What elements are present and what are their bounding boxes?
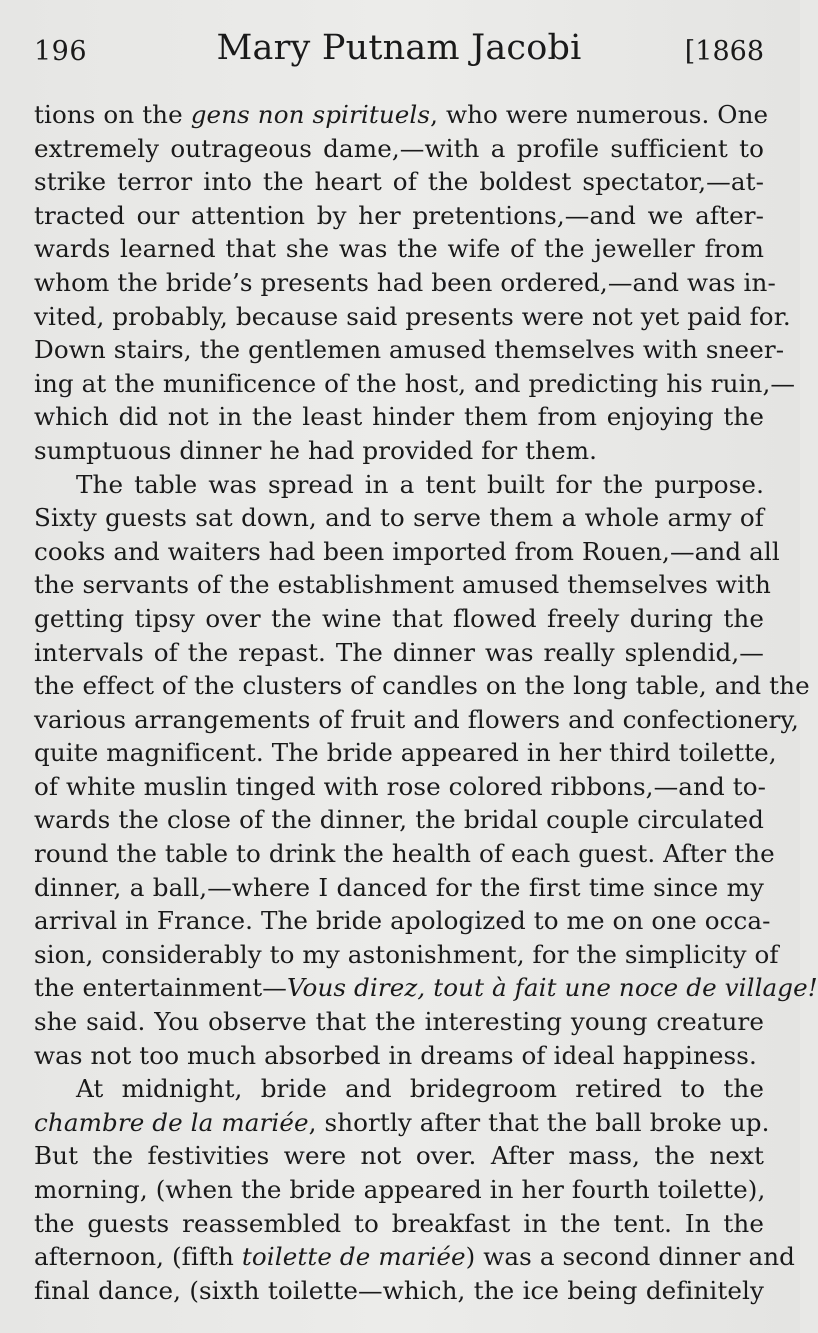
text-segment: final dance, (sixth toilette—which, the ice being definitely (34, 1275, 764, 1305)
italic-text: chambre de la mariée (34, 1107, 309, 1137)
text-line (34, 1106, 770, 1140)
text-segment: sion, considerably to my astonishment, for the simplicity of (34, 939, 779, 969)
running-head (34, 28, 764, 78)
text-line (34, 1173, 764, 1207)
text-line (34, 1072, 764, 1106)
text-segment: intervals of the repast. The dinner was really splendid,— (34, 637, 764, 667)
text-line (34, 568, 771, 602)
text-segment: various arrangements of fruit and flowers and confectionery, (34, 704, 799, 734)
text-segment: the entertainment— (34, 973, 287, 1003)
italic-text: gens non spirituels (190, 100, 431, 129)
text-line (34, 669, 810, 703)
text-segment: quite magnificent. The bride appeared in her third toilette, (34, 738, 777, 768)
text-line (34, 232, 764, 266)
text-line (34, 434, 764, 468)
text-segment: Sixty guests sat down, and to serve them a whole army of (34, 503, 764, 533)
text-segment: , shortly after that the ball broke up. (308, 1107, 770, 1137)
running-title: Mary Putnam Jacobi (216, 28, 582, 68)
text-segment: cooks and waiters had been imported from Rouen,—and all (34, 536, 780, 566)
text-line (34, 165, 764, 199)
body-text (34, 98, 818, 1307)
text-line (34, 938, 779, 972)
italic-text: toilette de mariée (241, 1242, 466, 1272)
text-line (34, 535, 780, 569)
text-segment: wards learned that she was the wife of the jeweller from (34, 234, 764, 264)
text-segment: she said. You observe that the interesting young creature (34, 1007, 764, 1037)
text-segment: the servants of the establishment amused themselves with (34, 570, 771, 600)
text-line (34, 736, 777, 770)
text-segment: tracted our attention by her pretentions,—and we after- (34, 200, 764, 230)
text-segment: of white muslin tinged with rose colored ribbons,—and to- (34, 771, 767, 801)
text-segment: was not too much absorbed in dreams of ideal happiness. (34, 1040, 757, 1070)
text-line (34, 837, 775, 871)
text-segment: round the table to drink the health of each guest. After the (34, 839, 775, 869)
text-line (34, 1005, 764, 1039)
text-line (34, 400, 764, 434)
text-line (34, 602, 764, 636)
text-segment: vited, probably, because said presents were not yet paid for. (34, 301, 791, 331)
italic-text: Vous direz, tout à fait une noce de village! (286, 973, 818, 1003)
text-line (34, 266, 776, 300)
text-line (34, 871, 764, 905)
text-line (34, 971, 818, 1005)
text-segment: The table was spread in a tent built for the purpose. (76, 469, 764, 499)
text-segment: , who were numerous. One (430, 100, 769, 129)
text-line (34, 703, 799, 737)
text-line (34, 132, 764, 166)
text-segment: sumptuous dinner he had provided for them. (34, 435, 598, 465)
text-line (34, 1207, 764, 1241)
text-segment: Down stairs, the gentlemen amused themselves with sneer- (34, 335, 785, 365)
running-year: [1868 (684, 36, 764, 67)
text-line (34, 468, 764, 502)
text-segment: the guests reassembled to breakfast in the tent. In the (34, 1208, 764, 1238)
text-segment: dinner, a ball,—where I danced for the first time since my (34, 872, 764, 902)
text-segment: which did not in the least hinder them from enjoying the (34, 402, 764, 432)
text-line (34, 1039, 764, 1073)
text-segment: tions on the (34, 100, 191, 129)
text-line (34, 333, 785, 367)
text-line (34, 904, 771, 938)
text-segment: ing at the munificence of the host, and predicting his ruin,— (34, 368, 796, 398)
text-line (34, 501, 764, 535)
text-line (34, 199, 764, 233)
text-segment: morning, (when the bride appeared in her fourth toilette), (34, 1175, 766, 1204)
text-segment: arrival in France. The bride apologized to me on one occa- (34, 906, 771, 936)
text-line (34, 300, 791, 334)
text-segment: ) was a second dinner and (465, 1242, 796, 1272)
text-segment: whom the bride’s presents had been ordered,—and was in- (34, 267, 776, 297)
text-line (34, 367, 796, 401)
text-line (34, 98, 769, 132)
text-segment: At midnight, bride and bridegroom retired to the (76, 1074, 764, 1104)
text-line (34, 803, 764, 837)
text-line (34, 1240, 796, 1274)
text-segment: wards the close of the dinner, the bridal couple circulated (34, 805, 764, 835)
page-number: 196 (34, 36, 88, 67)
text-line (34, 1139, 764, 1173)
text-segment: afternoon, (fifth (34, 1242, 242, 1272)
text-segment: But the festivities were not over. After mass, the next (34, 1141, 764, 1171)
text-segment: extremely outrageous dame,—with a profile sufficient to (34, 133, 764, 163)
text-line (34, 636, 764, 670)
text-segment: the effect of the clusters of candles on the long table, and the (34, 671, 810, 701)
text-segment: strike terror into the heart of the boldest spectator,—at- (34, 167, 764, 197)
text-line (34, 770, 767, 804)
text-line (34, 1274, 764, 1308)
text-segment: getting tipsy over the wine that flowed freely during the (34, 603, 764, 633)
